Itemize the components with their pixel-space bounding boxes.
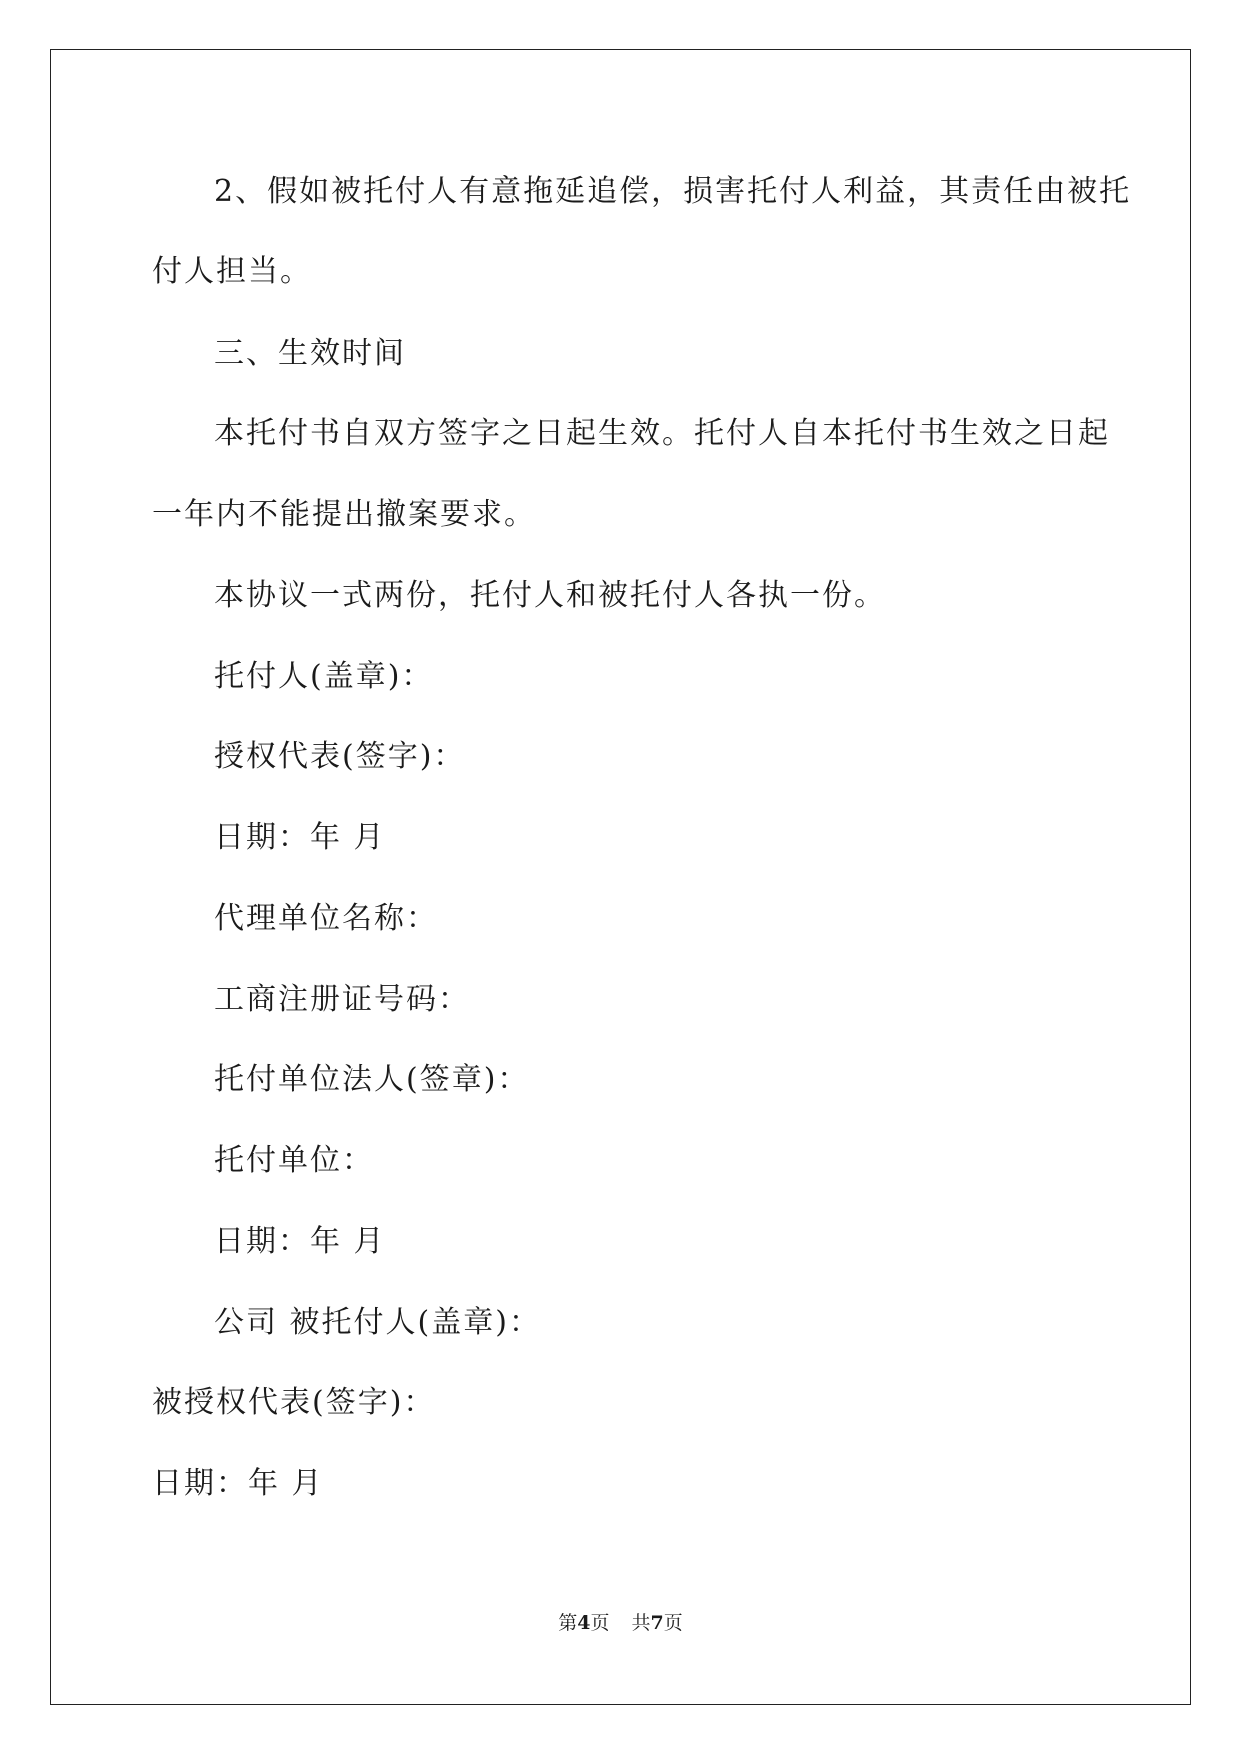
paragraph-line: 本协议一式两份，托付人和被托付人各执一份。: [214, 578, 886, 613]
total-prefix: 共: [631, 1612, 651, 1634]
section-heading: 三、生效时间: [214, 336, 406, 371]
paragraph-line: 本托付书自双方签字之日起生效。托付人自本托付书生效之日起: [214, 416, 1110, 451]
signature-field-label: 托付单位法人(签章)：: [214, 1062, 530, 1097]
form-field-label: 托付单位：: [214, 1143, 374, 1178]
signature-field-label: 被授权代表(签字)：: [152, 1385, 436, 1420]
total-suffix: 页: [663, 1612, 683, 1634]
form-field-label: 代理单位名称：: [214, 901, 438, 936]
page-border: [50, 49, 1191, 1705]
signature-field-label: 授权代表(签字)：: [214, 739, 466, 774]
form-field-label: 工商注册证号码：: [214, 982, 470, 1017]
paragraph-line: 一年内不能提出撤案要求。: [152, 497, 536, 532]
page-prefix: 第: [558, 1612, 578, 1634]
paragraph-line: 2、假如被托付人有意拖延追偿，损害托付人利益，其责任由被托: [214, 174, 1132, 209]
date-field-label: 日期：年 月: [152, 1466, 324, 1501]
page-suffix: 页: [590, 1612, 610, 1634]
signature-field-label: 托付人(盖章)：: [214, 659, 434, 694]
date-field-label: 日期：年 月: [214, 820, 386, 855]
signature-field-label: 公司 被托付人(盖章)：: [214, 1305, 541, 1340]
current-page-number: 4: [577, 1612, 591, 1634]
date-field-label: 日期：年 月: [214, 1224, 386, 1259]
page-footer: [0, 1611, 1241, 1635]
paragraph-line: 付人担当。: [152, 254, 312, 289]
total-pages-number: 7: [650, 1612, 664, 1634]
